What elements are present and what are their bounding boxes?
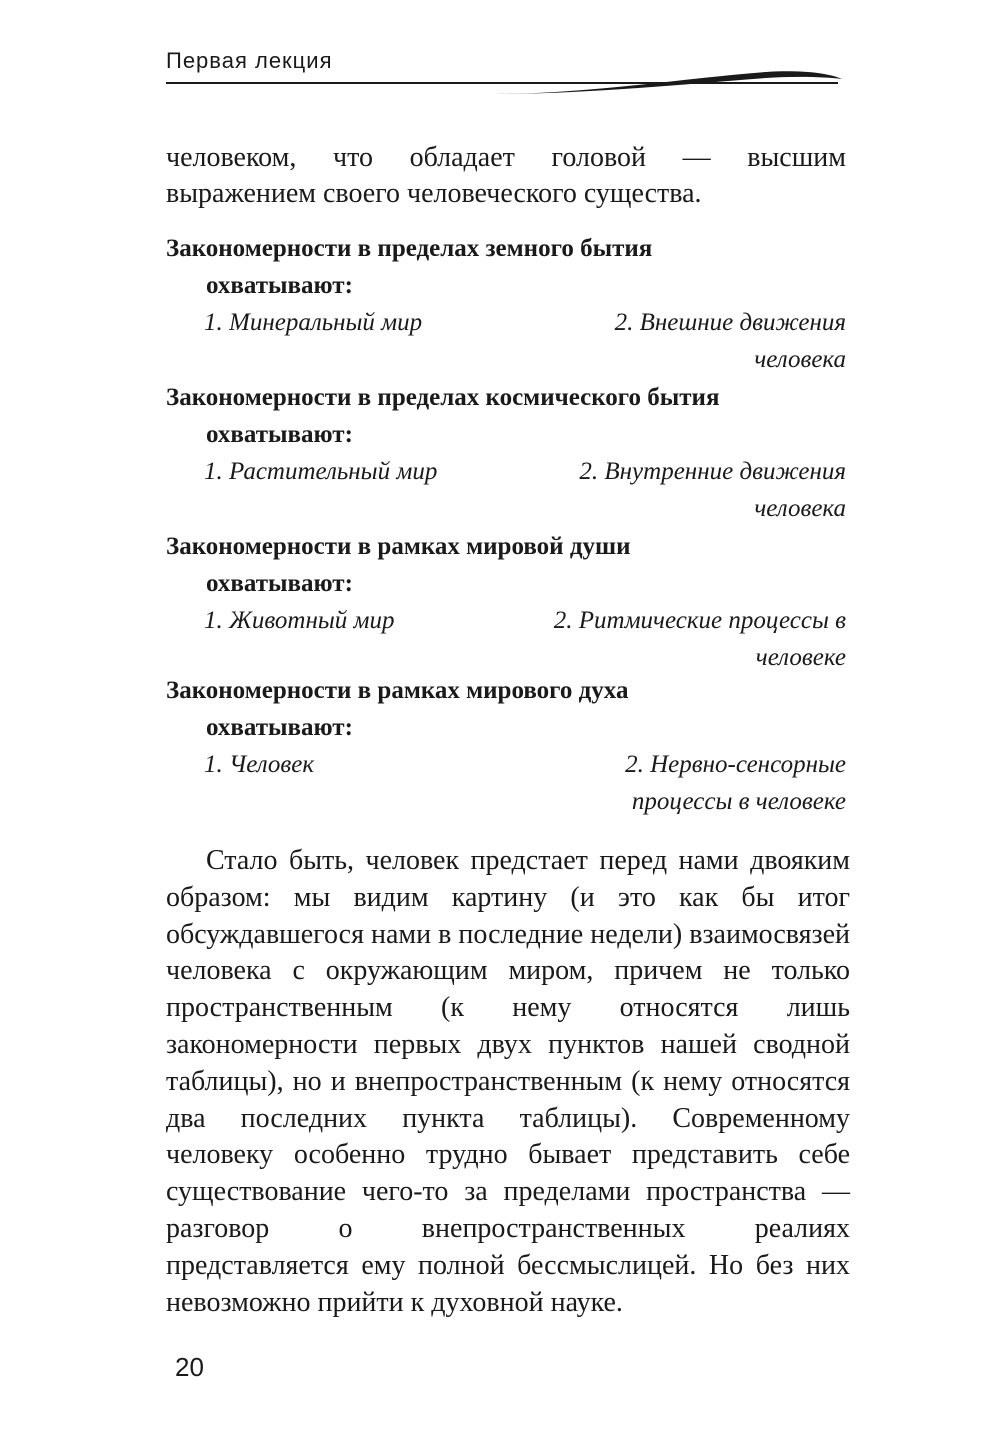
section-item-1: 1. Растительный мир bbox=[204, 458, 438, 485]
section-heading: Закономерности в пределах земного бытия bbox=[166, 235, 653, 262]
section-item-2: 2. Внутренние движения человека bbox=[579, 458, 846, 522]
chapter-title: Первая лекция bbox=[166, 48, 333, 73]
law-section-world-soul bbox=[166, 528, 846, 676]
section-heading: Закономерности в пределах космического бытия bbox=[166, 384, 720, 411]
section-item-2: 2. Нервно-сенсорные процессы в человеке bbox=[625, 751, 846, 815]
section-items bbox=[166, 453, 846, 527]
section-items bbox=[166, 746, 846, 820]
body-paragraph bbox=[166, 843, 850, 1321]
section-items bbox=[166, 602, 846, 676]
section-item-1: 1. Животный мир bbox=[204, 607, 395, 634]
section-heading: Закономерности в рамках мировой души bbox=[166, 533, 631, 560]
law-section-cosmic bbox=[166, 379, 846, 527]
section-subheading: охватывают: bbox=[206, 714, 353, 741]
section-items bbox=[166, 304, 846, 378]
section-item-2: 2. Внешние движения человека bbox=[614, 309, 846, 373]
intro-text: человеком, что обладает головой — высшим выражением своего человеческого существа. bbox=[166, 142, 846, 209]
section-heading: Закономерности в рамках мирового духа bbox=[166, 677, 629, 704]
law-section-world-spirit bbox=[166, 672, 846, 820]
section-item-2: 2. Ритмические процессы в человеке bbox=[553, 607, 846, 671]
law-section-earth bbox=[166, 230, 846, 378]
section-subheading: охватывают: bbox=[206, 570, 353, 597]
page-number: 20 bbox=[175, 1352, 204, 1382]
section-subheading: охватывают: bbox=[206, 421, 353, 448]
section-item-1: 1. Минеральный мир bbox=[204, 309, 423, 336]
intro-paragraph bbox=[166, 140, 846, 212]
section-item-1: 1. Человек bbox=[204, 751, 315, 778]
section-subheading: охватывают: bbox=[206, 272, 353, 299]
body-text: Стало быть, человек предстает перед нами двояким образом: мы видим картину (и это как бы итог обсуждавшегося нами в последние недели) взаимосвязей человека с окружающим миром, причем не только пространственным (к нему относятся лишь закономерности первых двух пунктов нашей сводной таблицы), но и внепространственным (к нему относятся два последних пункта таблицы). Современному человеку особенно трудно бывает представить себе существование чего-то за пределами пространства — разговор о внепространственных реалиях представляется ему полной бессмыслицей. Но без них невозможно прийти к духовной науке. bbox=[166, 845, 850, 1318]
running-header bbox=[166, 48, 846, 108]
